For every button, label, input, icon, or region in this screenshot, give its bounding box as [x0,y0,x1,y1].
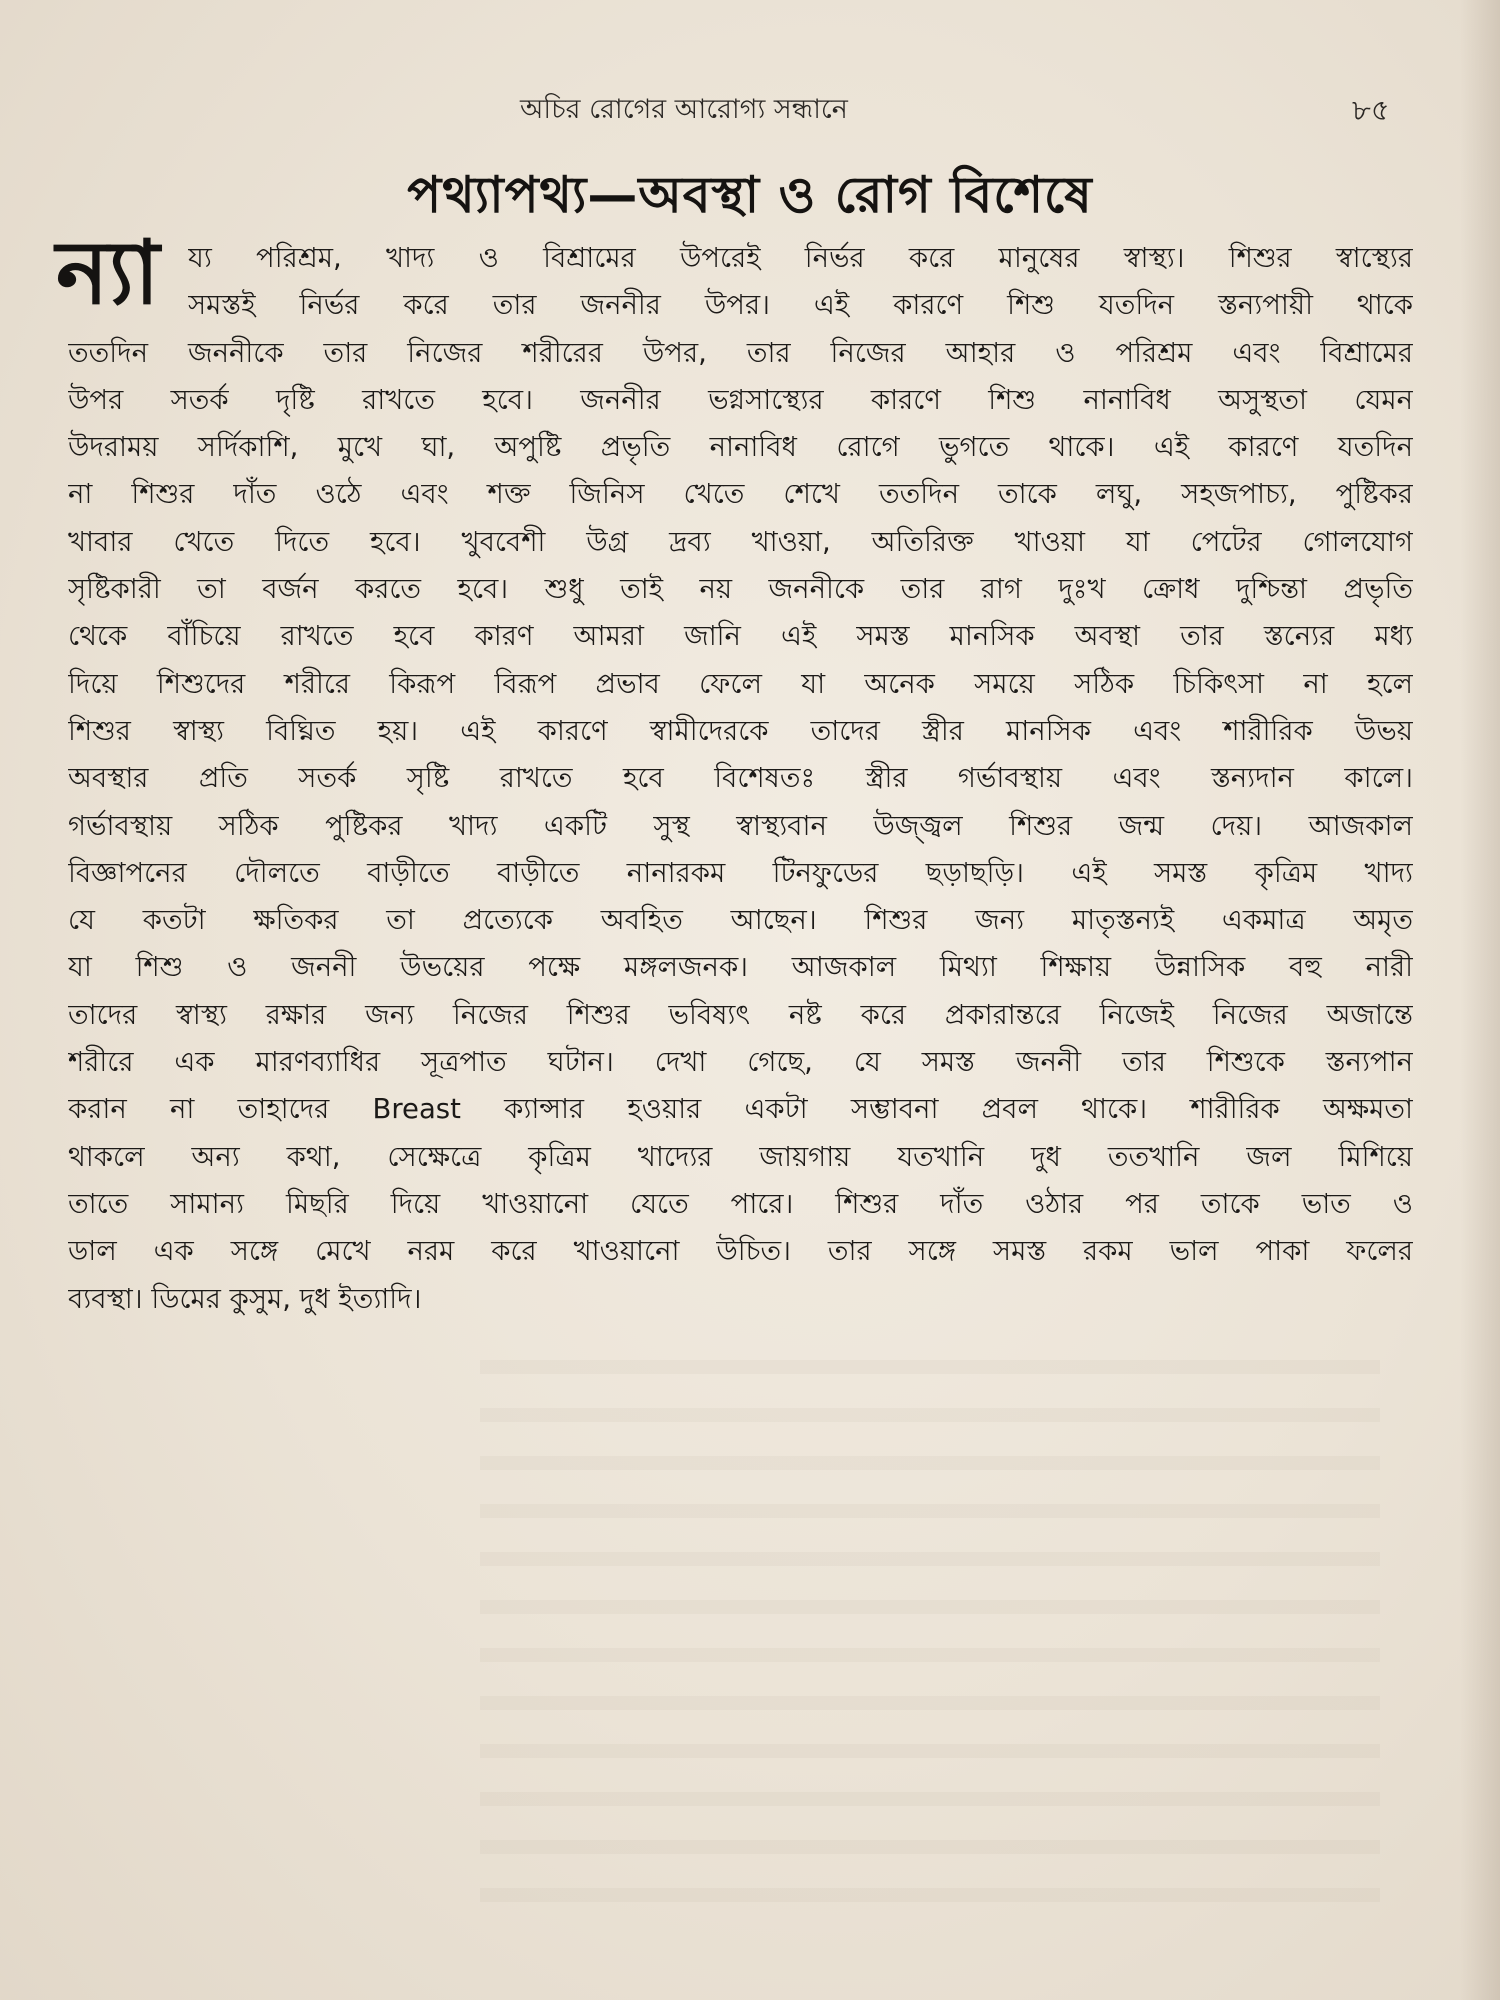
text-line: যে কতটা ক্ষতিকর তা প্রত্যেকে অবহিত আছেন। শিশুর জন্য মাতৃস্তন্যই একমাত্র অমৃত [68,904,1413,937]
text-line: তাতে সামান্য মিছরি দিয়ে খাওয়ানো যেতে পারে। শিশুর দাঁত ওঠার পর তাকে ভাত ও [68,1187,1413,1220]
text-line: তাদের স্বাস্থ্য রক্ষার জন্য নিজের শিশুর ভবিষ্যৎ নষ্ট করে প্রকারান্তরে নিজেই নিজের অজান্তে [68,998,1413,1031]
page-edge-shadow [1460,0,1500,2000]
text-line: উদরাময় সর্দিকাশি, মুখে ঘা, অপুষ্টি প্রভৃতি নানাবিধ রোগে ভুগতে থাকে। এই কারণে যতদিন [68,431,1413,464]
page-number: ৮৫ [1352,93,1390,127]
text-line: য্য পরিশ্রম, খাদ্য ও বিশ্রামের উপরেই নির্ভর করে মানুষের স্বাস্থ্য। শিশুর স্বাস্থ্যের [188,242,1413,274]
text-line: যা শিশু ও জননী উভয়ের পক্ষে মঙ্গলজনক। আজকাল মিথ্যা শিক্ষায় উন্নাসিক বহু নারী [68,951,1413,984]
text-line: ব্যবস্থা। ডিমের কুসুম, দুধ ইত্যাদি। [68,1282,422,1315]
text-line: থাকলে অন্য কথা, সেক্ষেত্রে কৃত্রিম খাদ্যের জায়গায় যতখানি দুধ ততখানি জল মিশিয়ে [68,1140,1413,1173]
text-line: শিশুর স্বাস্থ্য বিঘ্নিত হয়। এই কারণে স্বামীদেরকে তাদের স্ত্রীর মানসিক এবং শারীরিক উভয় [68,714,1413,747]
text-line: সৃষ্টিকারী তা বর্জন করতে হবে। শুধু তাই নয় জননীকে তার রাগ দুঃখ ক্রোধ দুশ্চিন্তা প্রভৃতি [68,573,1413,606]
show-through-text [480,1360,1380,1920]
text-line: না শিশুর দাঁত ওঠে এবং শক্ত জিনিস খেতে শেখে ততদিন তাকে লঘু, সহজপাচ্য, পুষ্টিকর [68,478,1413,511]
text-line: থেকে বাঁচিয়ে রাখতে হবে কারণ আমরা জানি এই সমস্ত মানসিক অবস্থা তার স্তন্যের মধ্য [68,620,1413,653]
running-title: অচির রোগের আরোগ্য সন্ধানে [520,94,848,125]
text-line: শরীরে এক মারণব্যাধির সূত্রপাত ঘটান। দেখা গেছে, যে সমস্ত জননী তার শিশুকে স্তন্যপান [68,1046,1413,1079]
text-line: উপর সতর্ক দৃষ্টি রাখতে হবে। জননীর ভগ্নসাস্থ্যের কারণে শিশু নানাবিধ অসুস্থতা যেমন [68,383,1413,416]
text-line: সমস্তই নির্ভর করে তার জননীর উপর। এই কারণে শিশু যতদিন স্তন্যপায়ী থাকে [188,289,1413,322]
text-line: গর্ভাবস্থায় সঠিক পুষ্টিকর খাদ্য একটি সুস্থ স্বাস্থ্যবান উজ্জ্বল শিশুর জন্ম দেয়। আজকাল [68,809,1413,842]
text-line: করান না তাহাদের Breast ক্যান্সার হওয়ার একটা সম্ভাবনা প্রবল থাকে। শারীরিক অক্ষমতা [68,1093,1413,1126]
text-line: ততদিন জননীকে তার নিজের শরীরের উপর, তার নিজের আহার ও পরিশ্রম এবং বিশ্রামের [68,336,1413,369]
text-line: ডাল এক সঙ্গে মেখে নরম করে খাওয়ানো উচিত। তার সঙ্গে সমস্ত রকম ভাল পাকা ফলের [68,1235,1413,1268]
text-line: দিয়ে শিশুদের শরীরে কিরূপ বিরূপ প্রভাব ফেলে যা অনেক সময়ে সঠিক চিকিৎসা না হলে [68,667,1413,700]
text-line: খাবার খেতে দিতে হবে। খুববেশী উগ্র দ্রব্য খাওয়া, অতিরিক্ত খাওয়া যা পেটের গোলযোগ [68,525,1413,558]
running-head [0,90,1500,130]
drop-cap: ন্যা [56,221,160,324]
body-paragraph [56,221,1413,1323]
text-line: অবস্থার প্রতি সতর্ক সৃষ্টি রাখতে হবে বিশেষতঃ স্ত্রীর গর্ভাবস্থায় এবং স্তন্যদান কালে। [68,762,1413,795]
text-line: বিজ্ঞাপনের দৌলতে বাড়ীতে বাড়ীতে নানারকম টিনফুডের ছড়াছড়ি। এই সমস্ত কৃত্রিম খাদ্য [68,856,1413,889]
chapter-title: পথ্যাপথ্য—অবস্থা ও রোগ বিশেষে [407,166,1093,224]
